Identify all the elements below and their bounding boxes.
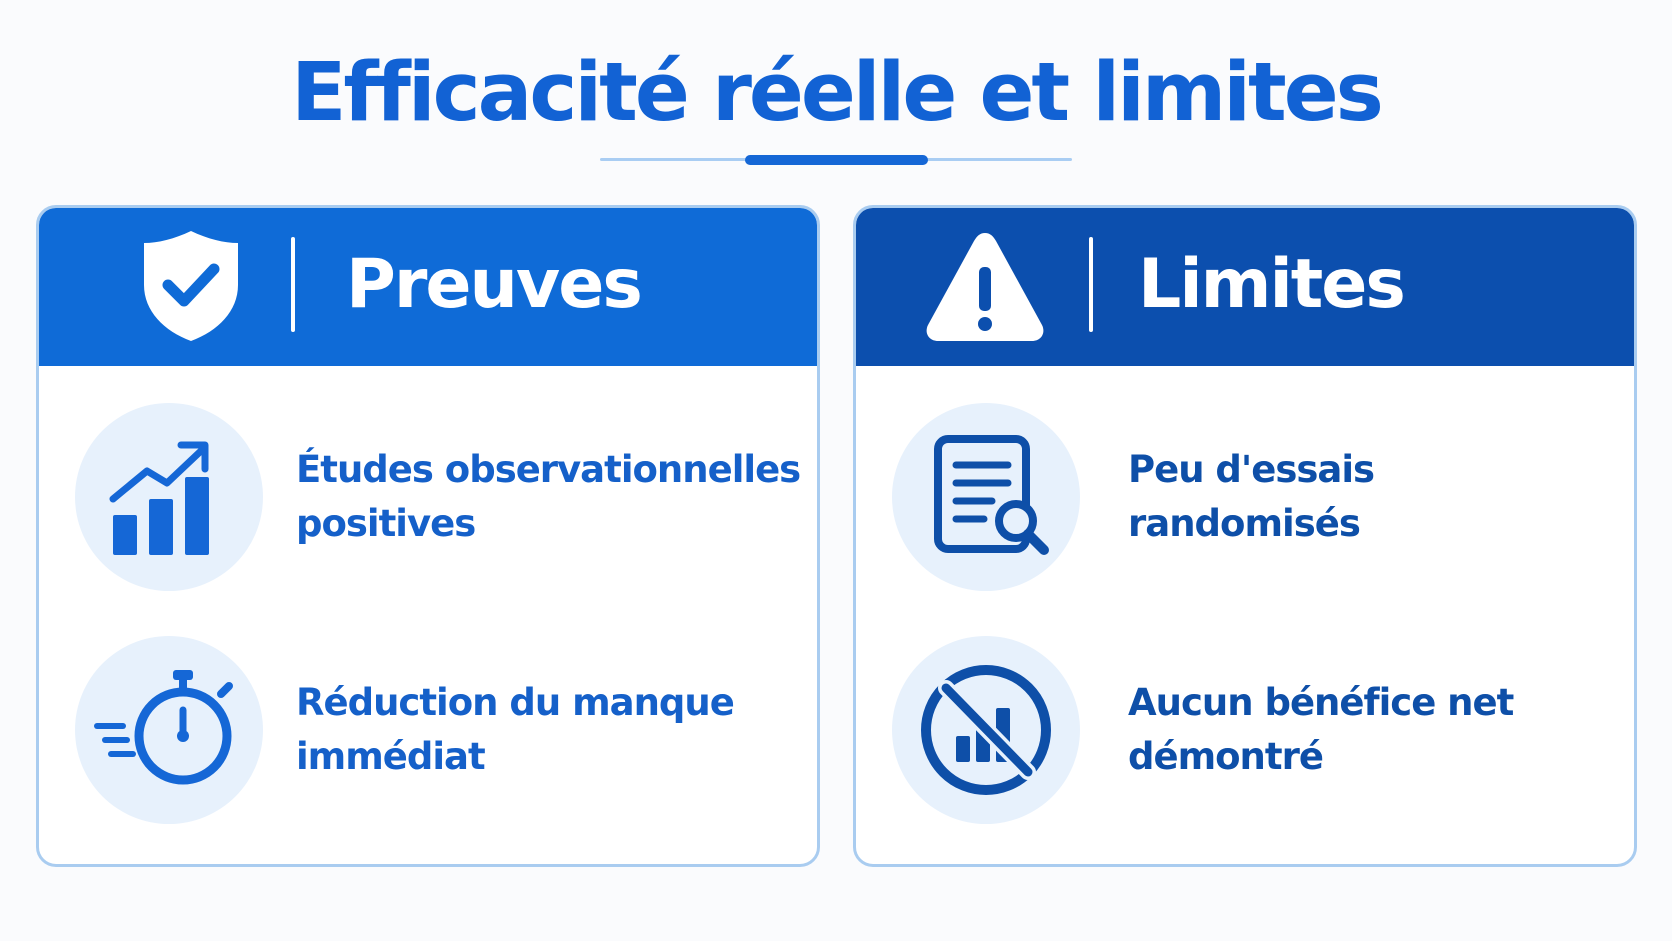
page-title: Efficacité réelle et limites — [291, 46, 1381, 140]
no-chart-icon — [892, 636, 1080, 824]
item-icon-circle — [75, 636, 263, 824]
item-text-line: immédiat — [296, 735, 485, 778]
title-underline-accent — [745, 155, 928, 165]
item-text-line: démontré — [1128, 735, 1323, 778]
chart-growth-icon — [75, 403, 263, 591]
item-icon-circle — [892, 403, 1080, 591]
evidence-header-divider — [291, 237, 295, 332]
item-text-line: Réduction du manque — [296, 681, 734, 724]
item-text-line: positives — [296, 502, 476, 545]
limits-panel — [853, 205, 1637, 867]
limits-item-no-benefit — [892, 636, 1612, 830]
item-text-line: Aucun bénéfice net — [1128, 681, 1514, 724]
limits-title: Limites — [1138, 245, 1404, 324]
item-text-line: Études observationnelles — [296, 448, 801, 491]
limits-header-divider — [1089, 237, 1093, 332]
evidence-title: Preuves — [346, 245, 641, 324]
stopwatch-icon — [75, 636, 263, 824]
evidence-item-craving — [75, 636, 795, 830]
item-text-line: randomisés — [1128, 502, 1360, 545]
document-search-icon — [892, 403, 1080, 591]
item-text-line: Peu d'essais — [1128, 448, 1375, 491]
item-text — [1128, 443, 1628, 551]
evidence-panel — [36, 205, 820, 867]
item-text — [296, 676, 796, 784]
item-text — [1128, 676, 1628, 784]
item-text — [296, 443, 801, 551]
item-icon-circle — [75, 403, 263, 591]
evidence-header — [36, 205, 820, 366]
shield-check-icon — [126, 223, 256, 347]
limits-header — [853, 205, 1637, 366]
item-icon-circle — [892, 636, 1080, 824]
evidence-item-observational — [75, 403, 801, 597]
warning-icon — [920, 223, 1050, 347]
limits-item-randomized — [892, 403, 1612, 597]
